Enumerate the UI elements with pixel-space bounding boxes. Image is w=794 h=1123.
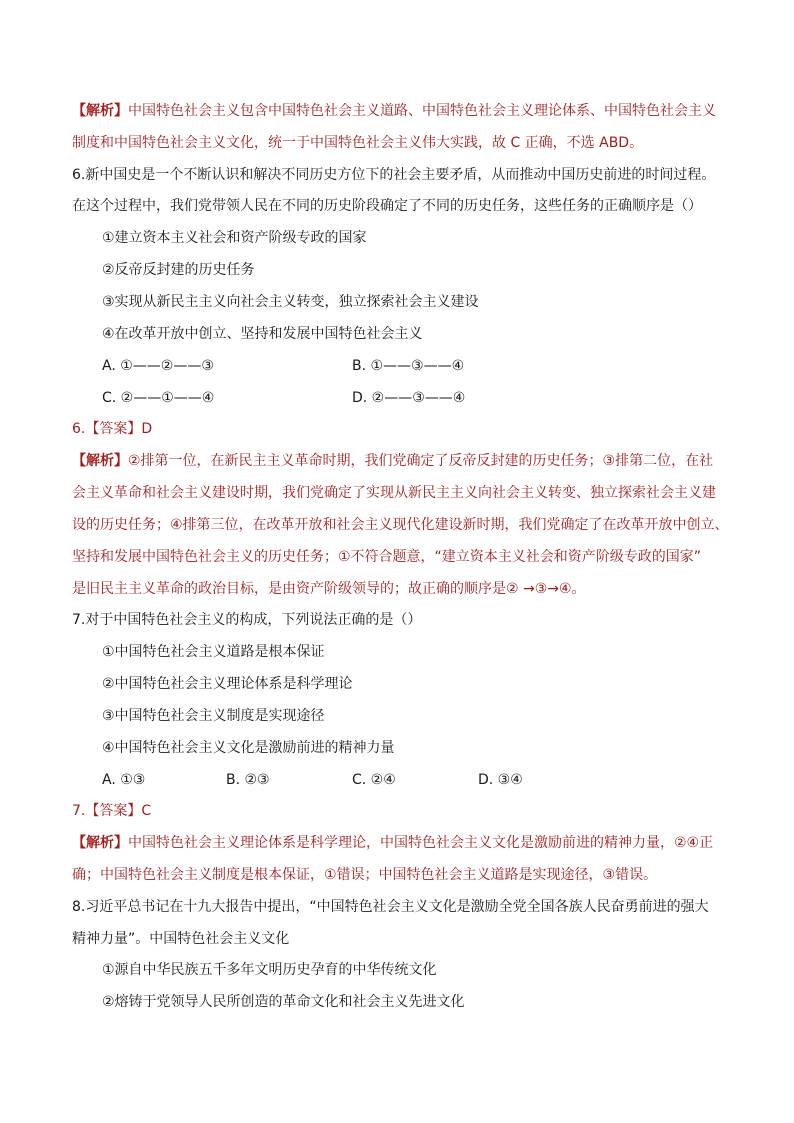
- q6-analysis-line-2: 会主义革命和社会主义建设时期，我们党确定了实现从新民主主义向社会主义转变、独立探索社会主义建: [72, 485, 716, 501]
- q7-item-3: ③中国特色社会主义制度是实现途径: [102, 708, 325, 724]
- q7-analysis-line-2: 确；中国特色社会主义制度是根本保证，①错误；中国特色社会主义道路是实现途径，③错误。: [72, 867, 658, 883]
- q6-analysis-line-5: 是旧民主主义革命的政治目标，是由资产阶级领导的；故正确的顺序是② →③→④。: [72, 581, 586, 597]
- q5-analysis-line-1: 【解析】中国特色社会主义包含中国特色社会主义道路、中国特色社会主义理论体系、中国特色社会主义: [72, 103, 716, 119]
- q6-analysis-line-1: 【解析】②排第一位，在新民主主义革命时期，我们党确定了反帝反封建的历史任务；③排第二位，在社: [72, 453, 714, 469]
- q7-item-2: ②中国特色社会主义理论体系是科学理论: [102, 676, 353, 692]
- q7-stem: 7.对于中国特色社会主义的构成，下列说法正确的是（）: [72, 612, 422, 628]
- q6-option-d: D. ②——③——④: [352, 390, 466, 406]
- q5-analysis-line-2: 制度和中国特色社会主义文化，统一于中国特色社会主义伟大实践，故 C 正确，不选 ABD。: [72, 135, 644, 151]
- q6-option-b: B. ①——③——④: [352, 358, 465, 374]
- q7-item-4: ④中国特色社会主义文化是激励前进的精神力量: [102, 740, 395, 756]
- q6-analysis-line-3: 设的历史任务；④排第三位，在改革开放和社会主义现代化建设新时期，我们党确定了在改革开放中创立、: [72, 517, 729, 533]
- q8-item-2: ②熔铸于党领导人民所创造的革命文化和社会主义先进文化: [102, 994, 465, 1010]
- q7-option-a: A. ①③: [102, 772, 146, 788]
- q8-stem-line-2: 精神力量”。中国特色社会主义文化: [72, 931, 290, 947]
- q7-item-1: ①中国特色社会主义道路是根本保证: [102, 644, 325, 660]
- q7-answer: 7.【答案】C: [72, 803, 152, 819]
- q6-answer: 6.【答案】D: [72, 421, 153, 437]
- analysis-tag: 【解析】: [72, 453, 128, 469]
- q6-item-2: ②反帝反封建的历史任务: [102, 262, 255, 278]
- q6-stem-line-1: 6.新中国史是一个不断认识和解决不同历史方位下的社会主要矛盾，从而推动中国历史前进的时间过程。: [72, 167, 716, 183]
- analysis-tag: 【解析】: [72, 103, 128, 119]
- q6-item-1: ①建立资本主义社会和资产阶级专政的国家: [102, 230, 367, 246]
- q6-option-c: C. ②——①——④: [102, 390, 215, 406]
- q6-option-a: A. ①——②——③: [102, 358, 214, 374]
- q7-option-b: B. ②③: [226, 772, 270, 788]
- analysis-tag: 【解析】: [72, 835, 128, 851]
- q6-stem-line-2: 在这个过程中，我们党带领人民在不同的历史阶段确定了不同的历史任务，这些任务的正确顺序是（）: [72, 198, 702, 214]
- q6-analysis-line-4: 坚持和发展中国特色社会主义的历史任务；①不符合题意，“建立资本主义社会和资产阶级专政的国家”: [72, 549, 702, 565]
- q6-item-4: ④在改革开放中创立、坚持和发展中国特色社会主义: [102, 326, 423, 342]
- q7-option-c: C. ②④: [352, 772, 396, 788]
- q8-item-1: ①源自中华民族五千多年文明历史孕育的中华传统文化: [102, 962, 437, 978]
- q8-stem-line-1: 8.习近平总书记在十九大报告中提出，“中国特色社会主义文化是激励全党全国各族人民奋勇前进的强大: [72, 899, 709, 915]
- q7-analysis-line-1: 【解析】中国特色社会主义理论体系是科学理论，中国特色社会主义文化是激励前进的精神力量，②④正: [72, 835, 714, 851]
- q7-option-d: D. ③④: [478, 772, 523, 788]
- q6-item-3: ③实现从新民主主义向社会主义转变，独立探索社会主义建设: [102, 294, 479, 310]
